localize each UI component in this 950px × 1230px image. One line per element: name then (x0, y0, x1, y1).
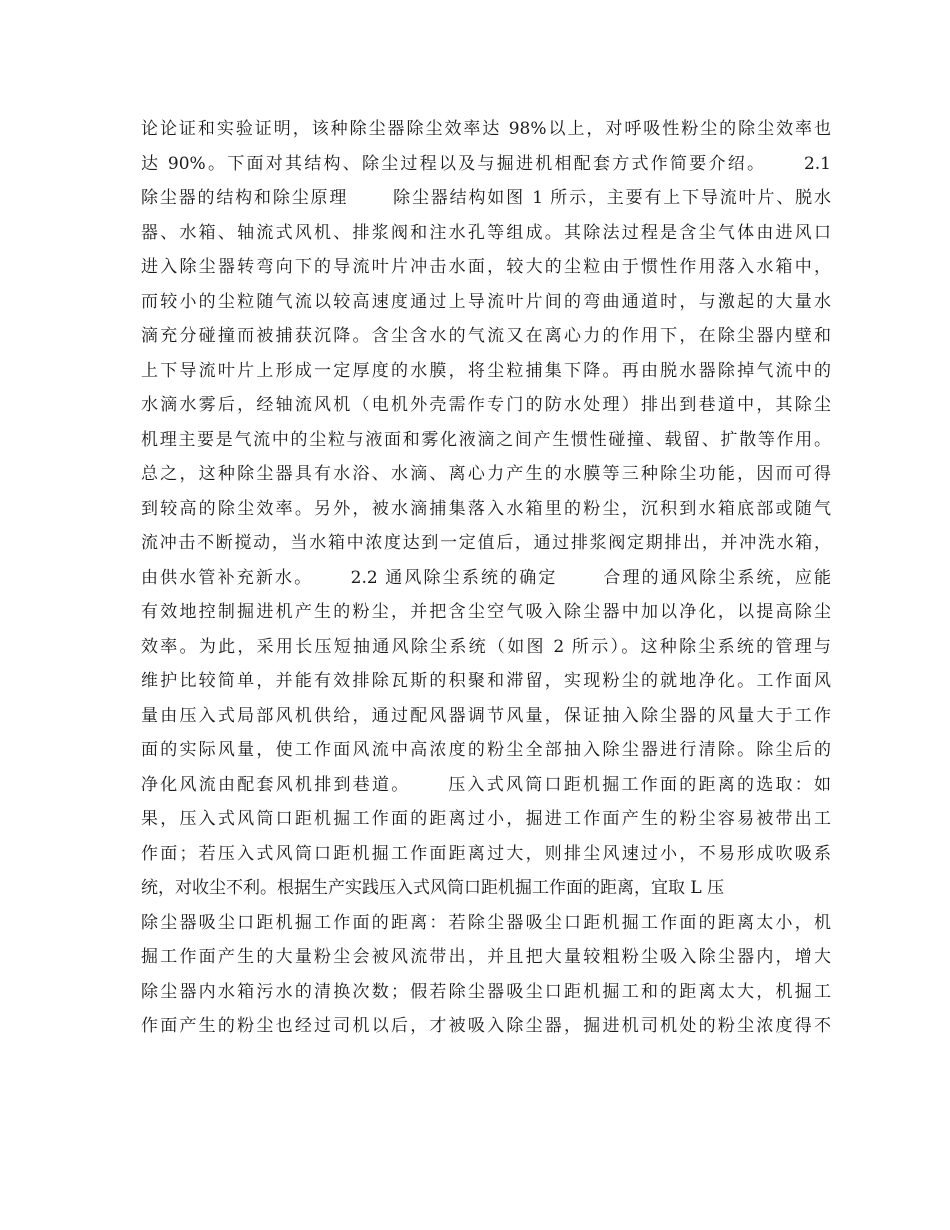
text-line: 除尘器的结构和除尘原理 除尘器结构如图 1 所示，主要有上下导流叶片、脱水 (141, 188, 831, 208)
text-line: 达 90%。下面对其结构、除尘过程以及与掘进机相配套方式作简要介绍。 2.1 (141, 153, 831, 174)
text-line: 作面产生的粉尘也经过司机以后，才被吸入除尘器，掘进机司机处的粉尘浓度得不 (141, 1016, 831, 1036)
text-line: 流冲击不断搅动，当水箱中浓度达到一定值后，通过排浆阀定期排出，并冲洗水箱， (141, 533, 831, 553)
text-line: 总之，这种除尘器具有水浴、水滴、离心力产生的水膜等三种除尘功能，因而可得 (141, 464, 831, 484)
text-line: 滴充分碰撞而被捕获沉降。含尘含水的气流又在离心力的作用下，在除尘器内壁和 (141, 326, 831, 346)
text-line: 统，对收尘不利。根据生产实践压入式风筒口距机掘工作面的距离，宜取 L 压 (141, 878, 725, 898)
text-line: 由供水管补充新水。 2.2 通风除尘系统的确定 合理的通风除尘系统，应能 (141, 567, 831, 588)
text-line: 到较高的除尘效率。另外，被水滴捕集落入水箱里的粉尘，沉积到水箱底部或随气 (141, 498, 831, 519)
text-line: 除尘器内水箱污水的清换次数；假若除尘器吸尘口距机掘工和的距离太大，机掘工 (141, 981, 831, 1002)
text-line: 面的实际风量，使工作面风流中高浓度的粉尘全部抽入除尘器进行清除。除尘后的 (141, 740, 831, 760)
text-line: 除尘器吸尘口距机掘工作面的距离：若除尘器吸尘口距机掘工作面的距离太小，机 (141, 912, 831, 933)
text-line: 效率。为此，采用长压短抽通风除尘系统（如图 2 所示）。这种除尘系统的管理与 (141, 636, 831, 657)
text-line: 机理主要是气流中的尘粒与液面和雾化液滴之间产生惯性碰撞、载留、扩散等作用。 (141, 429, 831, 450)
text-line: 净化风流由配套风机排到巷道。 压入式风筒口距机掘工作面的距离的选取：如 (141, 774, 831, 795)
text-line: 进入除尘器转弯向下的导流叶片冲击水面，较大的尘粒由于惯性作用落入水箱中， (141, 257, 831, 277)
text-line: 上下导流叶片上形成一定厚度的水膜，将尘粒捕集下降。再由脱水器除掉气流中的 (141, 360, 831, 381)
text-line: 作面；若压入式风筒口距机掘工作面距离过大，则排尘风速过小，不易形成吹吸系 (141, 843, 831, 864)
text-line: 有效地控制掘进机产生的粉尘，并把含尘空气吸入除尘器中加以净化，以提高除尘 (141, 602, 831, 622)
text-line: 量由压入式局部风机供给，通过配风器调节风量，保证抽入除尘器的风量大于工作 (141, 705, 831, 726)
text-line: 水滴水雾后，经轴流风机（电机外壳需作专门的防水处理）排出到巷道中，其除尘 (141, 395, 831, 415)
text-line: 掘工作面产生的大量粉尘会被风流带出，并且把大量较粗粉尘吸入除尘器内，增大 (141, 947, 831, 967)
text-line: 维护比较简单，并能有效排除瓦斯的积聚和滞留，实现粉尘的就地净化。工作面风 (141, 671, 831, 691)
body-text (141, 112, 831, 1044)
text-line: 果，压入式风筒口距机掘工作面的距离过小，掘进工作面产生的粉尘容易被带出工 (141, 809, 831, 829)
text-line: 论论证和实验证明，该种除尘器除尘效率达 98%以上，对呼吸性粉尘的除尘效率也 (141, 119, 831, 139)
text-line: 而较小的尘粒随气流以较高速度通过上导流叶片间的弯曲通道时，与激起的大量水 (141, 291, 831, 312)
text-line: 器、水箱、轴流式风机、排浆阀和注水孔等组成。其除法过程是含尘气体由进风口 (141, 222, 831, 243)
